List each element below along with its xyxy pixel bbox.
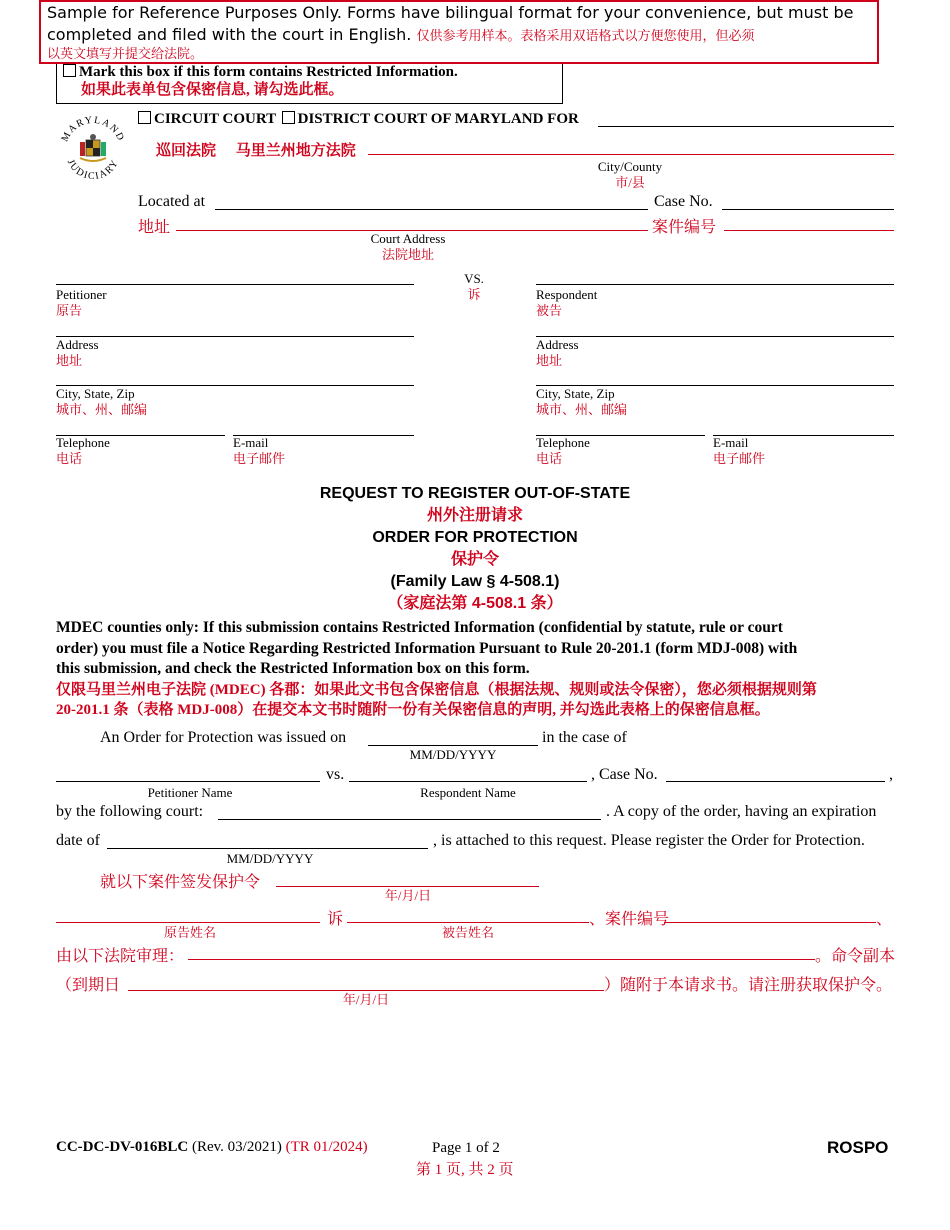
- case-no-comma: ,: [889, 766, 893, 783]
- district-court-label: DISTRICT COURT OF MARYLAND FOR: [297, 111, 579, 127]
- restricted-info-label: Mark this box if this form contains Restricted Information.: [79, 64, 458, 80]
- title-line1: REQUEST TO REGISTER OUT-OF-STATE: [319, 485, 631, 502]
- case-no-text-zh: 、案件编号: [589, 911, 670, 928]
- respondent-email-label: E-mail: [713, 435, 749, 450]
- attached-text: , is attached to this request. Please register the Order for Protection.: [433, 832, 865, 849]
- issued-date-input[interactable]: [368, 745, 538, 746]
- banner-line2-en: completed and filed with the court in English.: [47, 25, 412, 44]
- banner-line3-zh: 以英文填写并提交给法院。: [47, 47, 204, 62]
- petitioner-city-label-zh: 城市、州、邮编: [56, 402, 148, 417]
- located-at-label-zh: 地址: [138, 219, 171, 236]
- case-no-field[interactable]: [666, 781, 885, 782]
- expiration-date-format-zh: 年/月/日: [342, 992, 390, 1007]
- petitioner-name-field-zh[interactable]: [56, 922, 320, 923]
- case-number-label-zh: 案件编号: [652, 219, 717, 236]
- case-number-input[interactable]: [722, 209, 894, 210]
- petitioner-name-caption-zh: 原告姓名: [163, 925, 216, 940]
- mdec-notice: [56, 618, 901, 721]
- form-translation-revision: (TR 01/2024): [285, 1139, 368, 1155]
- mdec-notice-line2: order) you must file a Notice Regarding Restricted Information Pursuant to Rule 20-201.1 (form MDJ-008) with: [56, 639, 798, 657]
- vs-label: VS.: [464, 271, 484, 286]
- restricted-info-label-zh: 如果此表单包含保密信息, 请勾选此框。: [81, 82, 344, 98]
- petitioner-label-zh: 原告: [56, 303, 83, 318]
- respondent-address-input[interactable]: [536, 336, 894, 337]
- title-line1-zh: 州外注册请求: [426, 507, 523, 524]
- court-address-label-zh: 法院地址: [381, 247, 434, 262]
- court-address-input[interactable]: [215, 209, 648, 210]
- form-revision: (Rev. 03/2021): [191, 1139, 282, 1155]
- banner-line1: Sample for Reference Purposes Only. Forms have bilingual format for your convenience, but must be: [47, 3, 854, 22]
- mdec-notice-zh-line1: 仅限马里兰州电子法院 (MDEC) 各郡：如果此文书包含保密信息（根据法规、规则或法令保密），您必须根据规则第: [56, 681, 817, 698]
- respondent-name-caption: Respondent Name: [420, 785, 516, 800]
- issuing-court-field[interactable]: [218, 819, 601, 820]
- issued-on-text: An Order for Protection was issued on: [100, 729, 347, 746]
- respondent-label: Respondent: [536, 287, 598, 302]
- court-county-line-zh[interactable]: [368, 154, 894, 155]
- respondent-city-label: City, State, Zip: [536, 386, 615, 401]
- title-line2: ORDER FOR PROTECTION: [372, 529, 578, 546]
- attached-text-zh: ）随附于本请求书。请注册获取保护令。: [604, 977, 893, 994]
- petitioner-label: Petitioner: [56, 287, 107, 302]
- expiration-date-field-zh[interactable]: [128, 990, 604, 991]
- restricted-info-box: [56, 64, 563, 104]
- title-law-zh: （家庭法第 4-508.1 条）: [387, 595, 563, 612]
- city-county-label-zh: 市/县: [615, 175, 645, 190]
- issuing-court-field-zh[interactable]: [188, 959, 815, 960]
- petitioner-name-caption: Petitioner Name: [147, 785, 233, 800]
- petitioner-name-field[interactable]: [56, 781, 320, 782]
- mdec-notice-line1: MDEC counties only: If this submission contains Restricted Information (confidential by statute, rule or court: [56, 619, 783, 636]
- case-number-input-zh[interactable]: [724, 230, 894, 231]
- coat-of-arms-icon: [80, 134, 106, 161]
- case-no-field-zh[interactable]: [664, 922, 876, 923]
- expiry-text-zh: （到期日: [56, 977, 121, 994]
- court-county-line[interactable]: [598, 126, 894, 127]
- expiration-date-format: MM/DD/YYYY: [226, 851, 314, 866]
- petitioner-telephone-label-zh: 电话: [56, 451, 83, 466]
- copy-order-text: . A copy of the order, having an expiration: [606, 803, 877, 820]
- issued-date-format-zh: 年/月/日: [384, 888, 432, 903]
- circuit-court-label: CIRCUIT COURT: [154, 111, 276, 127]
- circuit-court-label-zh: 巡回法院: [156, 143, 217, 159]
- petitioner-address-label: Address: [56, 337, 99, 352]
- petitioner-name-input[interactable]: [56, 284, 414, 285]
- reference-banner: [39, 0, 879, 64]
- page-number: Page 1 of 2: [432, 1140, 500, 1156]
- petitioner-city-label: City, State, Zip: [56, 386, 135, 401]
- copy-order-text-zh: 。命令副本: [815, 948, 896, 965]
- city-county-label: City/County: [597, 159, 663, 174]
- expiration-date-field[interactable]: [107, 848, 428, 849]
- vs-text-zh: 诉: [327, 911, 344, 928]
- petitioner-email-label-zh: 电子邮件: [233, 451, 286, 466]
- respondent-name-input[interactable]: [536, 284, 894, 285]
- issued-date-input-zh[interactable]: [276, 886, 539, 887]
- in-case-of-text: in the case of: [542, 729, 627, 746]
- respondent-address-label: Address: [536, 337, 579, 352]
- respondent-email-label-zh: 电子邮件: [713, 451, 766, 466]
- located-at-label: Located at: [138, 193, 206, 210]
- respondent-city-label-zh: 城市、州、邮编: [536, 402, 628, 417]
- respondent-label-zh: 被告: [536, 303, 563, 318]
- issued-date-format: MM/DD/YYYY: [409, 747, 497, 762]
- petitioner-email-label: E-mail: [233, 435, 269, 450]
- title-line2-zh: 保护令: [450, 551, 499, 568]
- seal-bottom-text: JUDICIARY: [64, 157, 122, 183]
- respondent-name-field[interactable]: [349, 781, 587, 782]
- respondent-name-field-zh[interactable]: [347, 922, 589, 923]
- court-address-label: Court Address: [370, 231, 446, 246]
- banner-line2-zh: 仅供参考用样本。表格采用双语格式以方便您使用，但必须: [416, 29, 755, 44]
- vs-label-zh: 诉: [467, 287, 481, 302]
- respondent-name-caption-zh: 被告姓名: [441, 925, 494, 940]
- case-no-text: , Case No.: [591, 766, 658, 783]
- district-court-label-zh: 马里兰州地方法院: [235, 143, 356, 159]
- case-no-comma-zh: 、: [876, 911, 893, 928]
- restricted-info-checkbox[interactable]: [63, 64, 76, 77]
- petitioner-address-label-zh: 地址: [56, 353, 83, 368]
- date-of-text: date of: [56, 832, 100, 849]
- form-number: CC-DC-DV-016BLC: [56, 1139, 189, 1155]
- seal-top-text: MARYLAND: [59, 114, 127, 144]
- respondent-telephone-label: Telephone: [536, 435, 590, 450]
- district-court-checkbox[interactable]: [282, 111, 295, 124]
- by-court-text-zh: 由以下法院审理：: [56, 948, 185, 965]
- form-code: ROSPO: [827, 1138, 889, 1157]
- circuit-court-checkbox[interactable]: [138, 111, 151, 124]
- case-number-label: Case No.: [654, 193, 713, 210]
- maryland-judiciary-seal: [58, 112, 128, 190]
- vs-text: vs.: [326, 766, 345, 783]
- petitioner-address-input[interactable]: [56, 336, 414, 337]
- petitioner-telephone-label: Telephone: [56, 435, 110, 450]
- by-court-text: by the following court:: [56, 803, 204, 820]
- mdec-notice-line3: this submission, and check the Restricted Information box on this form.: [56, 660, 530, 677]
- mdec-notice-zh-line2: 20-201.1 条（表格 MDJ-008）在提交本文书时随附一份有关保密信息的声明, 并勾选此表格上的保密信息框。: [56, 702, 770, 718]
- issued-on-text-zh: 就以下案件签发保护令: [100, 874, 261, 891]
- title-law: (Family Law § 4-508.1): [390, 573, 560, 590]
- page-number-zh: 第 1 页, 共 2 页: [416, 1162, 514, 1178]
- respondent-telephone-label-zh: 电话: [536, 451, 563, 466]
- respondent-address-label-zh: 地址: [536, 353, 563, 368]
